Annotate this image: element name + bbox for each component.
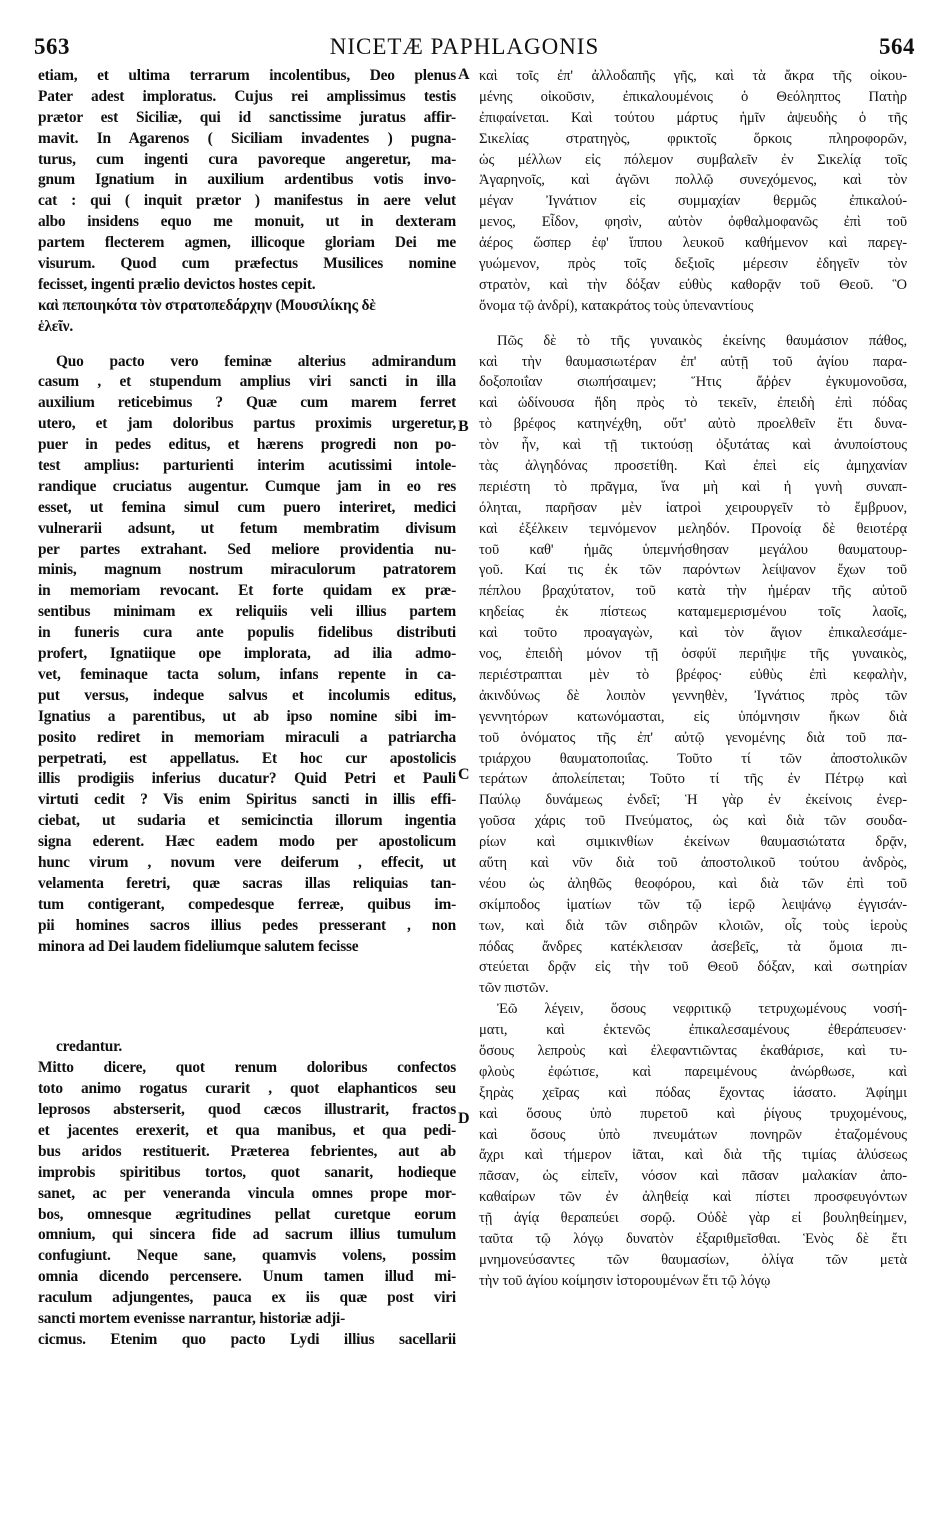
latin-text-line: auxilium reticebimus ? Quæ cum marem ferret (38, 394, 456, 412)
latin-text-line: καὶ πεποιηκότα τὸν στρατοπεδάρχην (Μουσιλίκης δὲ (38, 296, 376, 314)
greek-text-line: πέπλου βραχύτατον, τοῦ κατὰ τὴν ἡμέραν τῆς αὐτοῦ (479, 583, 907, 600)
latin-text-line: sanet, ac per veneranda vincula omnes prope mor- (38, 1184, 456, 1202)
latin-text-line: omnium, qui sincera fide ad sacrum illius tumulum (38, 1226, 456, 1244)
latin-text-line: cat : qui ( inquit prætor ) manifestus in aere velut (38, 192, 456, 210)
greek-text-line: γεννητόρων κατωνόμασται, εἰς ὑπόμνησιν ἥκων διὰ (479, 708, 907, 725)
greek-text-line: καὶ τοῖς ἐπ' ἀλλοδαπῆς γῆς, καὶ τὰ ἄκρα τῆς οἰκου- (479, 68, 907, 84)
section-marker-a: A (458, 66, 470, 83)
greek-text-line: νος, ἐπειδὴ μόνον τῇ ὀσφύϊ περιῆψε τῆς γυναικὸς, (479, 646, 907, 663)
greek-text-line: ἀκινδύνως δὲ λοιπὸν γεννηθὲν, Ἰγνάτιος πρὸς τῶν (479, 687, 907, 704)
running-title: NICETÆ PAPHLAGONIS (329, 34, 600, 59)
latin-text-line: hunc virum , novum vere deiferum , effecit, ut (38, 853, 456, 871)
greek-text-line: των, καὶ διὰ τῶν σιδηρῶν κλοιῶν, οἷς τοὺς ἱεροὺς (479, 917, 907, 934)
greek-text-line: Ἐῶ λέγειν, ὅσους νεφριτικῷ τετρυχωμένους νοσή- (497, 1001, 907, 1018)
greek-text-line: μενος, Εἶδον, φησὶν, αὐτὸν ὀφθαλμοφανῶς ἐπὶ τοῦ (479, 214, 907, 231)
latin-text-line: tum contigerant, compedesque ferreæ, quibus im- (38, 895, 456, 913)
greek-text-line: τὸν ἦν, καὶ τῇ τικτούσῃ ὀξυτάτας καὶ ἀνυποίστους (479, 437, 907, 454)
latin-text-line: cicmus. Etenim quo pacto Lydi illius sacellarii (38, 1330, 456, 1348)
greek-text-line: κηδείας ἐκ πίστεως καταμεμερισμένου τοῖς λαοῖς, (479, 604, 907, 621)
greek-text-line: τὰς ἀλγηδόνας προσετίθη. Καὶ ἐπεὶ εἰς ἀμηχανίαν (479, 458, 907, 475)
latin-text-line: per partes extrahant. Sed meliore providentia nu- (38, 540, 456, 558)
greek-text-line: γυώμενον, πρὸς τοῖς δεξιοῖς μέρεσιν ἐδηγεῖν τὸν (479, 256, 907, 273)
greek-text-line: Παύλῳ δυνάμεως ἐνδεῖ; Ἡ γὰρ ἐν ἐκείνοις ἐνερ- (479, 792, 907, 809)
latin-text-line: vet, feminaque tacta solum, infans repente in ca- (38, 665, 456, 683)
latin-text-line: perpetrati, est appellatus. Et hoc cur apostolicis (38, 749, 456, 767)
latin-text-line: etiam, et ultima terrarum incolentibus, Deo plenus (38, 67, 456, 84)
latin-text-line: raculum adjungentes, pauca ex iis quæ post viri (38, 1289, 456, 1307)
latin-text-line: albo insidens equo me monuit, ut in dexteram (38, 213, 456, 231)
greek-text-line: καὶ ὅσους ὑπὸ πνευμάτων πονηρῶν ἐταζομένους (479, 1126, 907, 1143)
page-number-left: 563 (34, 34, 70, 59)
latin-text-line: put versus, indeque salvus et incolumis editus, (38, 686, 456, 704)
greek-column (479, 66, 907, 1292)
greek-text-line: ξηρὰς χεῖρας καὶ πόδας ἔχοντας ἰάσατο. Ἀφίημι (479, 1084, 907, 1101)
greek-text-line: στεύεται δρᾷν εἰς τὴν τοῦ Θεοῦ δόξαν, καὶ σωτηρίαν (479, 959, 907, 976)
greek-text-line: φλοὺς ἐφώτισε, καὶ παρειμένους ἀνώρθωσε, καὶ (479, 1063, 907, 1080)
greek-text-line: τὴν τοῦ ἁγίου κοίμησιν ἱστορουμένων ἔτι τῷ λόγῳ (479, 1272, 771, 1289)
greek-text-line: γοῦσα χάρις τοῦ Πνεύματος, ὡς καὶ διὰ τῶν σουδα- (479, 813, 907, 830)
latin-text-line: Quo pacto vero feminæ alterius admirandum (56, 352, 456, 370)
latin-text-line: omnia dicendo percensere. Unum tamen illud mi- (38, 1268, 456, 1286)
latin-text-line: mavit. In Agarenos ( Siciliam invadentes ) pugna- (38, 129, 456, 147)
greek-text-line: όληται, παρῆσαν μὲν ἰατροὶ χειρουργεῖν τὸ ἔμβρυον, (479, 499, 907, 516)
latin-text-line: toto animo rogatus curarit , quot elaphanticos seu (38, 1080, 456, 1098)
latin-text-line: vulnerarii adsunt, ut fetum membratim divisum (38, 519, 456, 537)
greek-text-line: μνημονεύσαντες τῶν θαυμασίων, ὀλίγα τῶν μετὰ (479, 1251, 907, 1268)
latin-text-line: confugiunt. Neque sane, quamvis volens, possim (38, 1247, 456, 1265)
greek-text-line: Πῶς δὲ τὸ τῆς γυναικὸς ἐκείνης θαυμάσιον πάθος, (497, 332, 907, 349)
section-marker-d: D (458, 1110, 470, 1127)
greek-text-line: ἄχρι καὶ τήμερον ἰᾶται, καὶ διὰ τῆς τιμίας ἁλύσεως (479, 1147, 907, 1164)
latin-text-line: virtuti cedit ? Vis enim Spiritus sancti in illis effi- (38, 791, 456, 809)
greek-text-line: καὶ ὅσους ὑπὸ πυρετοῦ καὶ ῥίγους τρυχομένους, (479, 1105, 907, 1122)
greek-text-line: ματι, καὶ ἐκτενῶς ἐπικαλεσαμένους ἐθεράπευσεν· (479, 1022, 907, 1039)
latin-text-line: ciebat, ut sudaria et semicinctia illorum ingentia (38, 812, 456, 830)
greek-text-line: μέγαν Ἰγνάτιον εἰς συμμαχίαν θερμῶς ἐπικαλού- (479, 193, 907, 210)
latin-text-line: prætor est Siciliæ, qui id sanctissime juratus affir- (38, 108, 456, 126)
greek-text-line: μένης οἰκοῦσιν, ἐπικαλουμένοις ὁ Θεόληπτος Πατὴρ (479, 88, 907, 105)
greek-text-line: τριάρχου θαυματοποιΐας. Τοῦτο τί τῶν ἀποστολικῶν (479, 750, 907, 767)
greek-text-line: τῇ ἁγίᾳ θεραπεύει σορῷ. Οὐδὲ γὰρ εἰ βουληθείημεν, (479, 1210, 907, 1227)
greek-text-line: Σικελίας στρατηγὸς, φρικτοῖς ὅρκοις πληροφορῶν, (479, 130, 907, 147)
latin-text-line: Pater adest imploratus. Cujus rei amplissimus testis (38, 87, 456, 105)
greek-text-line: Ἀγαρηνοῖς, καὶ ἀγῶνι πολλῷ συνεχόμενος, καὶ τὸν (479, 172, 907, 189)
latin-text-line: in funeris cura ante populis fidelibus distributi (38, 624, 456, 642)
greek-text-line: ρίων καὶ σιμικινθίων ἐκείνων θαυμασιώτατα δρᾷν, (479, 834, 907, 851)
latin-text-line: minis, magnum nostrum miraculorum patratorem (38, 561, 456, 579)
greek-text-line: τῶν πιστῶν. (479, 980, 549, 997)
greek-text-line: περιέστραπται μὲν τὸ βρέφος· εὐθὺς ἐπὶ κεφαλὴν, (479, 666, 907, 683)
latin-text-line: sentibus minimam ex reliquiis veli illius partem (38, 603, 456, 621)
greek-text-line: τοῦ ὀνόματος τῆς ἐπ' αὐτῷ γενομένης διὰ τοῦ πα- (479, 729, 907, 746)
latin-text-line: velamenta feretri, quæ sacras illas reliquias tan- (38, 874, 456, 892)
greek-text-line: καὶ τοῦτο προαγαγὼν, καὶ τὸν ἅγιον ἐπικαλεσάμε- (479, 625, 907, 642)
latin-text-line: minora ad Dei laudem fideliumque salutem fecisse (38, 937, 359, 955)
latin-text-line: Ignatius a parentibus, ut ab ipso nomine sibi im- (38, 707, 456, 725)
greek-text-line: ὡς μέλλων εἰς πόλεμον συμβαλεῖν ἐν Σικελίᾳ τοῖς (479, 151, 907, 168)
greek-text-line: δοξοποιΐαν σιωπήσαιμεν; Ἥτις ἄῤῥεν ἐγκυμονοῦσα, (479, 374, 907, 391)
latin-text-line: in memoriam revocant. Et forte quidam ex præ- (38, 582, 456, 600)
latin-text-line: gnum Ignatium in auxilium ardentibus votis invo- (38, 171, 456, 189)
latin-text-line: test amplius: parturienti interim acutissimi intole- (38, 457, 456, 475)
greek-text-line: γοῦ. Καί τις ἐκ τῶν παρόντων λείψανον ἔχων τοῦ (479, 562, 907, 579)
latin-text-line: pii homines sacros illius pedes presserant , non (38, 916, 456, 934)
latin-text-line: profert, Ignatiique ope implorata, ad ilia admo- (38, 645, 456, 663)
greek-text-line: ὄνομα τῷ ἀνδρί), κατακράτος τοὺς ὑπεναντίους (479, 297, 754, 314)
greek-text-line: τὸ βρέφος κατηνέχθη, οὔτ' αὐτὸ προελθεῖν ἔτι δυνα- (479, 416, 907, 433)
latin-text-line: Mitto dicere, quot renum doloribus confectos (38, 1059, 456, 1077)
greek-text-line: τοῦ καθ' ἡμᾶς ὑπεμνήσθησαν μεγάλου θαυματουρ- (479, 541, 907, 558)
latin-text-line: fecisset, ingenti prælio devictos hostes cepit. (38, 275, 316, 293)
latin-text-line: sancti mortem evenisse narrantur, historiæ adji- (38, 1309, 346, 1327)
latin-text-line: randique cruciatus augentur. Cumque jam in eo res (38, 477, 456, 495)
page-header (0, 0, 929, 60)
latin-text-line: posito rediret in memoriam miraculi a patriarcha (38, 728, 456, 746)
latin-text-line: leprosos absterserit, quod cæcos illustrarit, fractos (38, 1101, 456, 1119)
greek-text-line: ταῦτα τῷ λόγῳ δυνατὸν ἐξαριθμεῖσθαι. Ἑνὸς δὲ ἔτι (479, 1230, 907, 1247)
greek-text-line: καθαίρων τῶν ἐν ἀληθείᾳ καὶ πίστει προσφευγόντων (479, 1189, 907, 1206)
greek-text-line: νέου ὡς ἀληθῶς θεοφόρου, καὶ διὰ τῶν ἐπὶ τοῦ (479, 875, 907, 892)
greek-text-line: τεράτων ἀπολείπεται; Τοῦτο τί τῆς ἐν Πέτρῳ καὶ (479, 771, 907, 788)
latin-text-line: casum , et stupendum amplius viri sancti in illa (38, 373, 456, 391)
latin-text-line: esset, ut femina simul cum puero interiret, medici (38, 498, 456, 516)
latin-text-line: improbis spiritibus tortos, quot sanarit, hodieque (38, 1163, 456, 1181)
greek-text-line: πᾶσαν, ὡς εἰπεῖν, νόσον καὶ πᾶσαν μαλακίαν ἀπο- (479, 1168, 907, 1185)
latin-text-line: illis prodigiis inferius ducatur? Quid Petri et Pauli (38, 770, 456, 788)
greek-text-line: ὅσους λεπροὺς καὶ ἐλεφαντιῶντας ἐκαθάρισε, καὶ τυ- (479, 1042, 907, 1059)
greek-text-line: σκίμποδος ἱματίων τῶν τῷ ἱερῷ λειψάνῳ ἐγγισάν- (479, 896, 907, 913)
latin-text-line: visurum. Quod cum præfectus Musilices nomine (38, 255, 456, 273)
greek-text-line: πόδας ἄνδρες κατέκλεισαν ἀσεβεῖς, τὰ ὅμοια πι- (479, 938, 907, 955)
greek-text-line: αὕτη καὶ νῦν διὰ τοῦ ἀποστολικοῦ τούτου ἀνδρὸς, (479, 854, 907, 871)
latin-text-line: utero, et jam doloribus partus proximis urgeretur, (38, 415, 456, 433)
greek-text-line: στρατὸν, καὶ τὴν δόξαν εὐθὺς καθορᾷν τοῦ Θεοῦ. Ὃ (479, 276, 907, 293)
latin-text-line: puer in pedes editus, et hærens progredi non po- (38, 436, 456, 454)
section-marker-c: C (458, 766, 470, 783)
latin-text-line: partem flecterem agmen, illicoque gloriam Dei me (38, 234, 456, 252)
latin-text-line: ἑλεῖν. (38, 317, 74, 335)
greek-text-line: περιέστη τὸ πρᾶγμα, ἵνα μὴ καὶ ἡ γυνὴ συναπ- (479, 478, 907, 495)
section-marker-b: B (458, 418, 469, 435)
greek-text-line: ἐπιφαίνεται. Καὶ τούτου μάρτυς ἡμῖν ἀψευδὴς ὁ τῆς (479, 109, 907, 126)
latin-text-line: signa ederent. Hæc eadem modo per apostolicum (38, 833, 456, 851)
latin-text-line: et jacentes erexerit, et qua manibus, et qua pedi- (38, 1121, 456, 1139)
latin-text-line: turus, cum ingenti cura pavoreque angeretur, ma- (38, 150, 456, 168)
greek-text-line: καὶ ὠδίνουσα ἤδη πρὸς τὸ τεκεῖν, ἐπειδὴ ἐπὶ πόδας (479, 395, 907, 412)
greek-text-line: καὶ ἐξέλκειν τεμνόμενον μεληδόν. Προνοίᾳ δὲ θειοτέρᾳ (479, 520, 907, 537)
greek-text-line: καὶ τὴν θαυμασιωτέραν ἐπ' αὐτῇ τοῦ ἁγίου παρα- (479, 353, 907, 370)
latin-text-line: credantur. (56, 1038, 122, 1056)
latin-column (38, 66, 456, 1351)
page-number-right: 564 (879, 34, 915, 59)
latin-text-line: bos, omnesque ægritudines pellat curetque eorum (38, 1205, 456, 1223)
latin-text-line: bus aridos restituerit. Præterea febrientes, aut ab (38, 1142, 456, 1160)
greek-text-line: ἀέρος ὥσπερ ἐφ' ἵππου λευκοῦ καθήμενον καὶ παρεγ- (479, 235, 907, 252)
